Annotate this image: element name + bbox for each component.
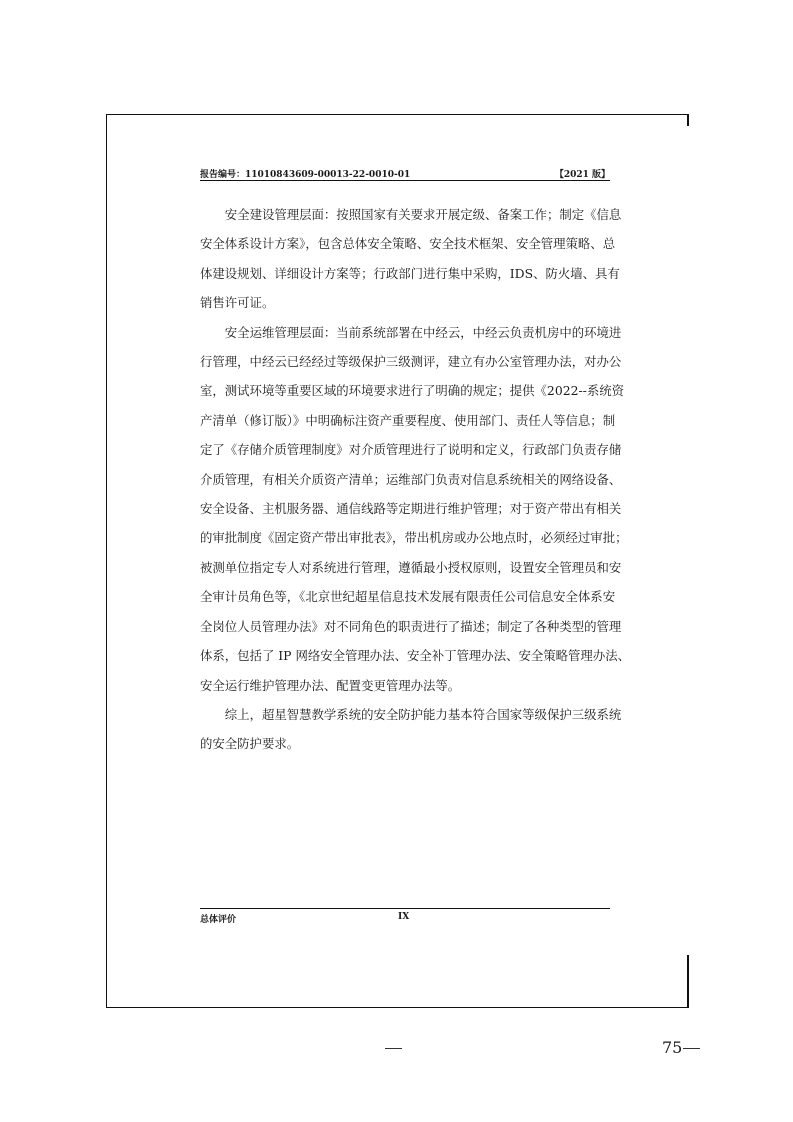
- frame-left-border: [106, 114, 107, 1008]
- text-line: 全审计员角色等，《北京世纪超星信息技术发展有限责任公司信息安全体系安: [200, 589, 616, 605]
- paragraph-operations-management: [200, 318, 630, 700]
- page-number-dash-left: [385, 1048, 402, 1049]
- page-number-dash-right: [683, 1048, 700, 1049]
- frame-bottom-border: [106, 1007, 689, 1008]
- text-line: 产清单（修订版）》中明确标注资产重要程度、使用部门、责任人等信息；制: [200, 412, 616, 428]
- text-line: 安全运行维护管理办法、配置变更管理办法等。: [200, 677, 461, 693]
- paragraph-conclusion: [200, 700, 622, 759]
- text-line: 体建设规划、详细设计方案等；行政部门进行集中采购，IDS、防火墙、具有: [200, 265, 620, 281]
- footer-roman-page: IX: [398, 912, 410, 922]
- text-line: 安全体系设计方案》，包含总体安全策略、安全技术框架、安全管理策略、总: [200, 236, 616, 252]
- footer-section-title: 总体评价: [200, 915, 237, 925]
- text-line: 安全建设管理层面：按照国家有关要求开展定级、备案工作；制定《信息: [224, 207, 622, 222]
- text-line: 体系，包括了 IP 网络安全管理办法、安全补丁管理办法、安全策略管理办法、: [200, 648, 630, 664]
- text-line: 行管理，中经云已经经过等级保护三级测评，建立有办公室管理办法，对办公: [200, 354, 622, 370]
- body-text: [200, 200, 630, 759]
- text-line: 介质管理，有相关介质资产清单；运维部门负责对信息系统相关的网络设备、: [200, 471, 622, 487]
- paragraph-construction-management: [200, 200, 622, 318]
- header-rule: [200, 180, 610, 181]
- page-number: 75: [662, 1038, 683, 1057]
- text-line: 室，测试环境等重要区域的环境要求进行了明确的规定；提供《2022--系统资: [200, 383, 625, 399]
- report-version: 【2021 版】: [554, 170, 610, 180]
- text-line: 综上，超星智慧教学系统的安全防护能力基本符合国家等级保护三级系统: [224, 706, 622, 722]
- text-line: 定了《存储介质管理制度》对介质管理进行了说明和定义，行政部门负责存储: [200, 442, 622, 458]
- text-line: 安全运维管理层面：当前系统部署在中经云，中经云负责机房中的环境进: [224, 324, 622, 340]
- text-line: 全岗位人员管理办法》对不同角色的职责进行了描述；制定了各种类型的管理: [200, 618, 622, 634]
- text-line: 销售许可证。: [200, 295, 275, 311]
- text-line: 被测单位指定专人对系统进行管理，遵循最小授权原则，设置安全管理员和安: [200, 559, 622, 575]
- text-line: 的安全防护要求。: [200, 736, 300, 752]
- frame-top-border: [106, 114, 689, 115]
- frame-corner-mark-bottom: [687, 955, 689, 1007]
- text-line: 的审批制度《固定资产带出审批表》，带出机房或办公地点时，必须经过审批；: [200, 530, 628, 546]
- frame-corner-mark-top: [687, 114, 689, 126]
- report-number: 报告编号：11010843609-00013-22-0010-01: [200, 170, 411, 180]
- text-line: 安全设备、主机服务器、通信线路等定期进行维护管理；对于资产带出有相关: [200, 501, 622, 517]
- footer-rule: [200, 908, 610, 909]
